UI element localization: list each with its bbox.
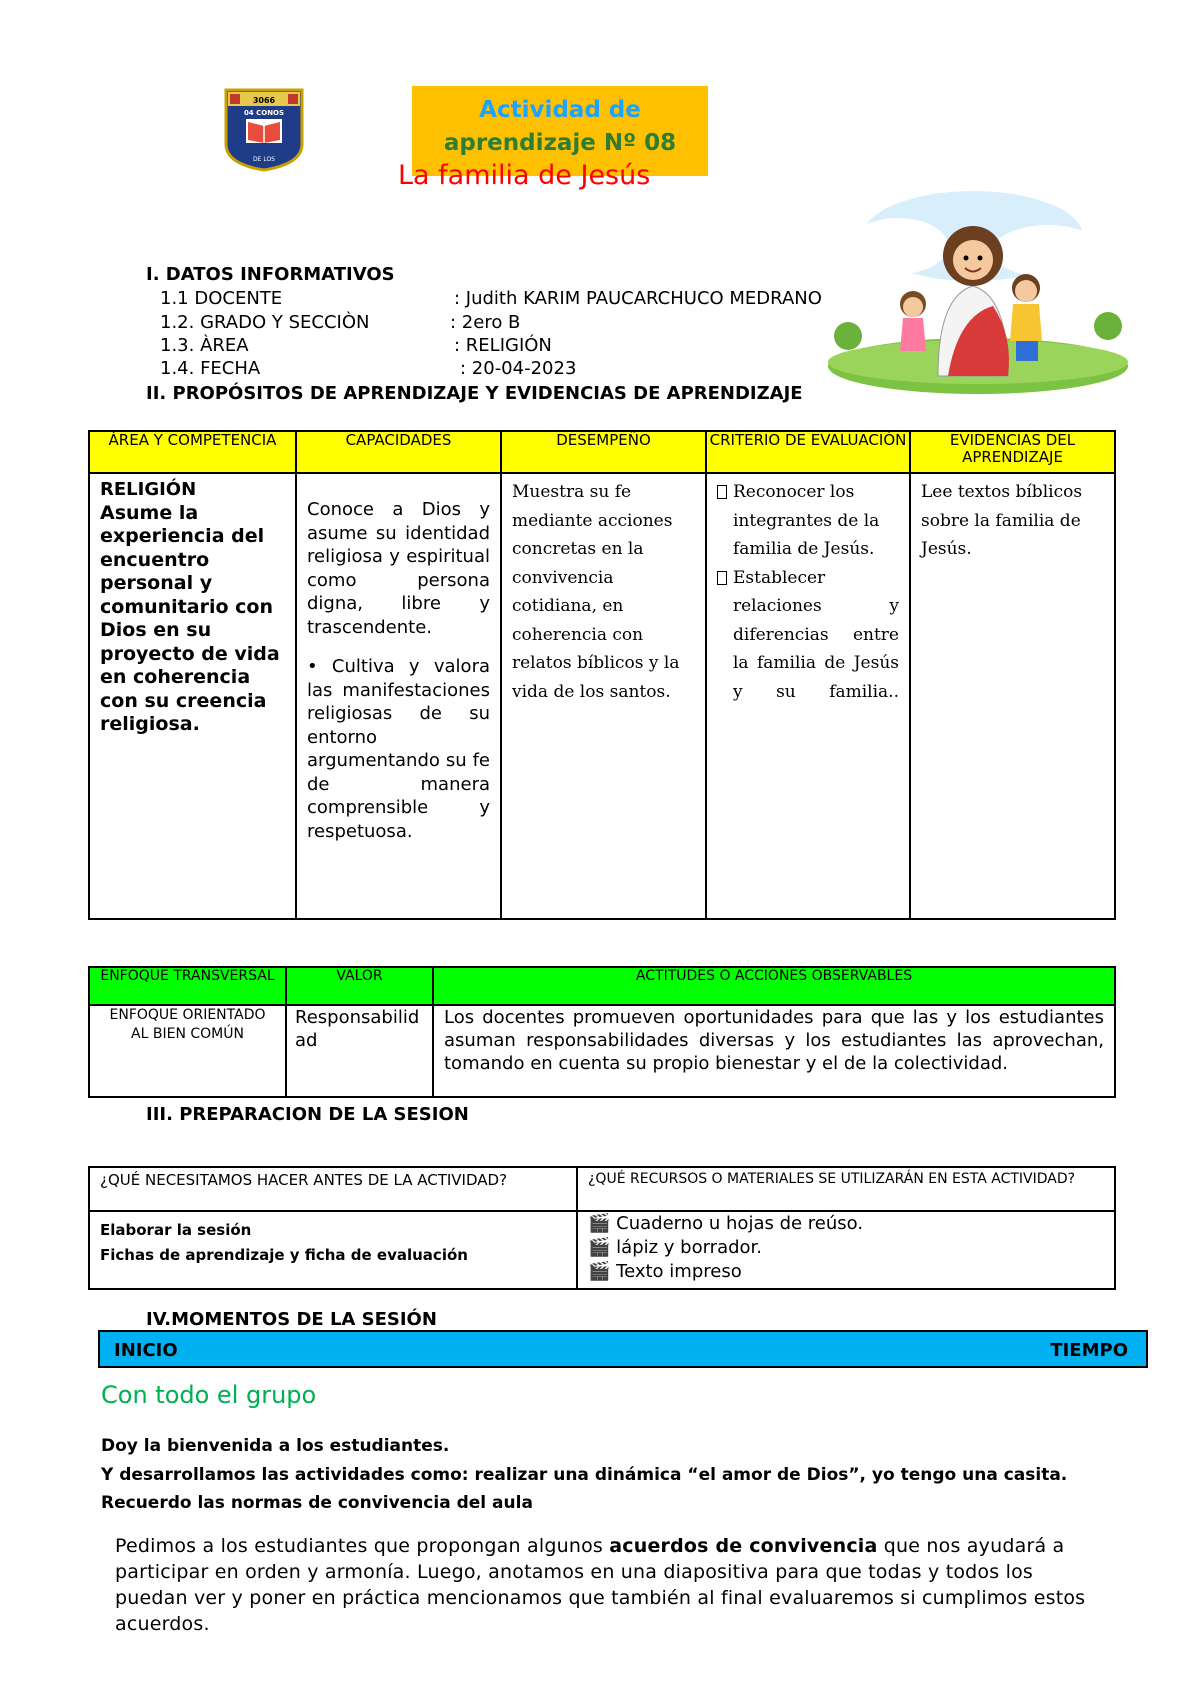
material-item (588, 1212, 1104, 1236)
area-title: RELIGIÓN (100, 479, 197, 500)
bullet-box-icon (717, 485, 727, 499)
section3-heading: III. PREPARACION DE LA SESION (146, 1104, 469, 1125)
capacidad-2: • Cultiva y valora las manifestaciones religiosas de su entorno argumentando su fe de manera comprensible y respetuosa. (307, 656, 490, 842)
info-label-area: 1.3. ÀREA (160, 335, 249, 356)
prep-header-tasks: ¿QUÉ NECESITAMOS HACER ANTES DE LA ACTIVIDAD? (89, 1167, 577, 1211)
material-text: Texto impreso (616, 1261, 742, 1282)
section2-heading: II. PROPÓSITOS DE APRENDIZAJE Y EVIDENCIAS DE APRENDIZAJE (146, 383, 803, 404)
header-actitudes: ACTITUDES O ACCIONES OBSERVABLES (433, 967, 1115, 1005)
clapperboard-icon: 🎬 (588, 1213, 611, 1234)
section4-heading: IV.MOMENTOS DE LA SESIÓN (146, 1309, 437, 1330)
info-value-grado: : 2ero B (450, 312, 521, 333)
info-value-area: : RELIGIÓN (454, 335, 552, 356)
clapperboard-icon: 🎬 (588, 1261, 611, 1282)
prep-materials-cell (577, 1211, 1115, 1289)
header-desempeno: DESEMPEÑO (501, 431, 706, 473)
criterio-1 (717, 478, 899, 564)
evidencia-text: Lee textos bíblicos sobre la familia de Jesús. (921, 482, 1083, 559)
session-line-2: Y desarrollamos las actividades como: realizar una dinámica “el amor de Dios”, yo tengo una casita. (101, 1464, 1068, 1485)
info-label-fecha: 1.4. FECHA (160, 358, 261, 379)
lesson-subtitle: La familia de Jesús (398, 160, 651, 191)
area-competence: Asume la experiencia del encuentro personal y comunitario con Dios en su proyecto de vida en coherencia con su creencia religiosa. (100, 501, 280, 735)
header-enfoque: ENFOQUE TRANSVERSAL (89, 967, 286, 1005)
school-logo (222, 86, 306, 172)
session-line-3: Recuerdo las normas de convivencia del aula (101, 1493, 533, 1513)
criterio-2-text: Establecer relaciones y diferencias entre la familia de Jesús y su familia.. (733, 567, 899, 702)
paragraph-post: que nos ayudará a participar en orden y armonía. Luego, anotamos en una diapositiva para que todas y todos los puedan ver y poner en práctica mencionamos que también al final evaluaremos si cumplimos estos acuerdos. (115, 1535, 1086, 1635)
enfoque-name: ENFOQUE ORIENTADO AL BIEN COMÚN (89, 1005, 286, 1097)
material-item (588, 1236, 1104, 1260)
prep-task-1: Elaborar la sesión (100, 1221, 252, 1239)
capacidad-1: Conoce a Dios y asume su identidad religiosa y espiritual como persona digna, libre y trascendente. (307, 499, 490, 638)
material-text: lápiz y borrador. (616, 1237, 763, 1258)
activity-title-line2: aprendizaje Nº 08 (443, 130, 677, 156)
info-value-docente: : Judith KARIM PAUCARCHUCO MEDRANO (454, 288, 822, 309)
prep-tasks-cell (89, 1211, 577, 1289)
desempeno-text: Muestra su fe mediante acciones concretas en la convivencia cotidiana, en coherencia con relatos bíblicos y la vida de los santos. (512, 482, 680, 702)
prep-header-materials: ¿QUÉ RECURSOS O MATERIALES SE UTILIZARÁN EN ESTA ACTIVIDAD? (577, 1167, 1115, 1211)
capacidades-cell (296, 473, 501, 919)
preparation-table (88, 1166, 1116, 1290)
section1-heading: I. DATOS INFORMATIVOS (146, 264, 395, 285)
prep-task-2: Fichas de aprendizaje y ficha de evaluación (100, 1246, 468, 1264)
inicio-label: INICIO (114, 1340, 178, 1361)
material-item (588, 1260, 1104, 1284)
header-area: ÁREA Y COMPETENCIA (89, 431, 296, 473)
criterio-2 (717, 564, 899, 707)
info-label-docente: 1.1 DOCENTE (160, 288, 283, 309)
info-label-grado: 1.2. GRADO Y SECCIÒN (160, 312, 370, 333)
desempeno-cell (501, 473, 706, 919)
header-valor: VALOR (286, 967, 433, 1005)
evidencias-cell (910, 473, 1115, 919)
header-criterio: CRITERIO DE EVALUACIÓN (706, 431, 910, 473)
enfoque-table (88, 966, 1116, 1098)
header-evidencias: EVIDENCIAS DEL APRENDIZAJE (910, 431, 1115, 473)
jesus-with-children-illustration (808, 176, 1138, 396)
session-paragraph (115, 1533, 1110, 1637)
paragraph-pre: Pedimos a los estudiantes que propongan algunos (115, 1535, 610, 1557)
material-text: Cuaderno u hojas de reúso. (616, 1213, 864, 1234)
paragraph-bold: acuerdos de convivencia (609, 1535, 878, 1557)
tiempo-label: TIEMPO (1050, 1340, 1128, 1361)
clapperboard-icon: 🎬 (588, 1237, 611, 1258)
group-title: Con todo el grupo (101, 1381, 317, 1409)
enfoque-valor: Responsabilidad (286, 1005, 433, 1097)
header-capacidades: CAPACIDADES (296, 431, 501, 473)
logo-number: 3066 (252, 96, 276, 105)
area-cell (89, 473, 296, 919)
session-lines (101, 1432, 1067, 1518)
logo-bottom-text: DE LOS (253, 156, 275, 163)
session-line-1: Doy la bienvenida a los estudiantes. (101, 1436, 450, 1456)
info-value-fecha: : 20-04-2023 (460, 358, 577, 379)
activity-title-line1: Actividad de (479, 97, 641, 123)
bullet-box-icon (717, 571, 727, 585)
logo-mid-text: 04 CONOS (243, 109, 285, 117)
criterio-cell (706, 473, 910, 919)
purposes-table (88, 430, 1116, 920)
inicio-bar (98, 1330, 1148, 1368)
criterio-1-text: Reconocer los integrantes de la familia de Jesús. (733, 482, 880, 559)
enfoque-actitud: Los docentes promueven oportunidades para que las y los estudiantes asuman responsabilidades diversas y los estudiantes las aprovechan, tomando en cuenta su propio bienestar y el de la colectividad. (433, 1005, 1115, 1097)
